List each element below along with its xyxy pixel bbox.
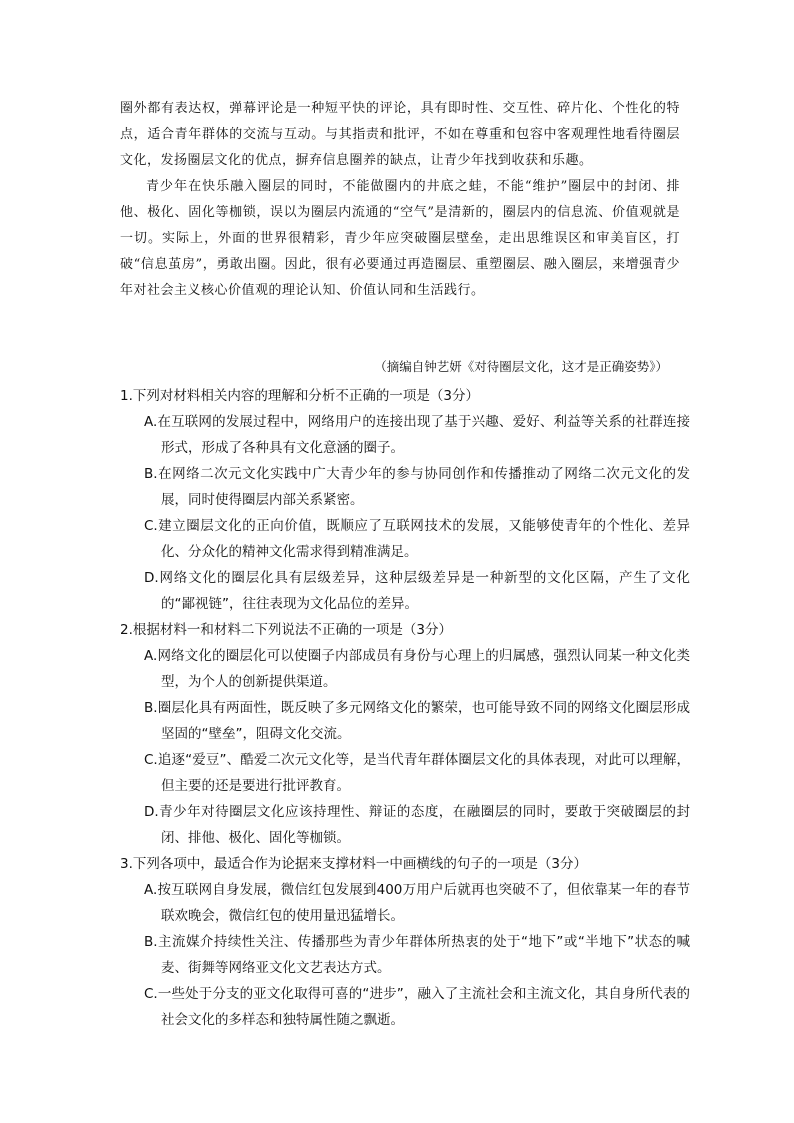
question-1-option-c: C.建立圈层文化的正向价值，既顺应了互联网技术的发展，又能够使青年的个性化、差异化、分众化的精神文化需求得到精准满足。 — [144, 518, 690, 560]
question-1-stem: 1.下列对材料相关内容的理解和分析不正确的一项是（3分） — [120, 388, 479, 404]
question-3-option-c: C.一些处于分支的亚文化取得可喜的“进步”，融入了主流社会和主流文化，其自身所代表的社会文化的多样态和独特属性随之飘逝。 — [144, 986, 690, 1028]
question-2-stem: 2.根据材料一和材料二下列说法不正确的一项是（3分） — [120, 622, 452, 638]
question-2-option-b: B.圈层化具有两面性，既反映了多元网络文化的繁荣，也可能导致不同的网络文化圈层形成坚固的“壁垒”，阻碍文化交流。 — [144, 700, 690, 742]
question-1 — [120, 383, 690, 617]
question-1-option-b: B.在网络二次元文化实践中广大青少年的参与协同创作和传播推动了网络二次元文化的发展，同时使得圈层内部关系紧密。 — [144, 466, 690, 508]
reading-passage — [120, 96, 680, 304]
question-1-option-d: D.网络文化的圈层化具有层级差异，这种层级差异是一种新型的文化区隔，产生了文化的“鄙视链”，往往表现为文化品位的差异。 — [144, 570, 690, 612]
passage-paragraph-2: 青少年在快乐融入圈层的同时，不能做圈内的井底之蛙，不能“维护”圈层中的封闭、排他、极化、固化等枷锁，误以为圈层内流通的“空气”是清新的，圈层内的信息流、价值观就是一切。实际上，外面的世界很精彩，青少年应突破圈层壁垒，走出思维误区和审美盲区，打破“信息茧房”，勇敢出圈。因此，很有必要通过再造圈层、重塑圈层、融入圈层，来增强青少年对社会主义核心价值观的理论认知、价值认同和生活践行。 — [120, 179, 680, 298]
question-3-option-a: A.按互联网自身发展，微信红包发展到400万用户后就再也突破不了，但依靠某一年的春节联欢晚会，微信红包的使用量迅猛增长。 — [144, 882, 690, 924]
question-list — [120, 383, 690, 1033]
question-1-option-a: A.在互联网的发展过程中，网络用户的连接出现了基于兴趣、爱好、利益等关系的社群连接形式，形成了各种具有文化意涵的圈子。 — [144, 414, 690, 456]
question-3-stem: 3.下列各项中，最适合作为论据来支撑材料一中画横线的句子的一项是（3分） — [120, 856, 587, 872]
passage-source: （摘编自钟艺妍《对待圈层文化，这才是正确姿势》） — [374, 359, 668, 374]
question-3 — [120, 851, 690, 1033]
question-2-option-c: C.追逐“爱豆”、酷爱二次元文化等，是当代青年群体圈层文化的具体表现，对此可以理解，但主要的还是要进行批评教育。 — [144, 752, 690, 794]
passage-paragraph-1: 圈外都有表达权，弹幕评论是一种短平快的评论，具有即时性、交互性、碎片化、个性化的特点，适合青年群体的交流与互动。与其指责和批评，不如在尊重和包容中客观理性地看待圈层文化，发扬圈层文化的优点，摒弃信息圈养的缺点，让青少年找到收获和乐趣。 — [120, 101, 680, 168]
question-2-option-a: A.网络文化的圈层化可以使圈子内部成员有身份与心理上的归属感，强烈认同某一种文化类型，为个人的创新提供渠道。 — [144, 648, 690, 690]
question-3-option-b: B.主流媒介持续性关注、传播那些为青少年群体所热衷的处于“地下”或“半地下”状态的喊麦、街舞等网络亚文化文艺表达方式。 — [144, 934, 690, 976]
question-2 — [120, 617, 690, 851]
question-2-option-d: D.青少年对待圈层文化应该持理性、辩证的态度，在融圈层的同时，要敢于突破圈层的封闭、排他、极化、固化等枷锁。 — [144, 804, 690, 846]
